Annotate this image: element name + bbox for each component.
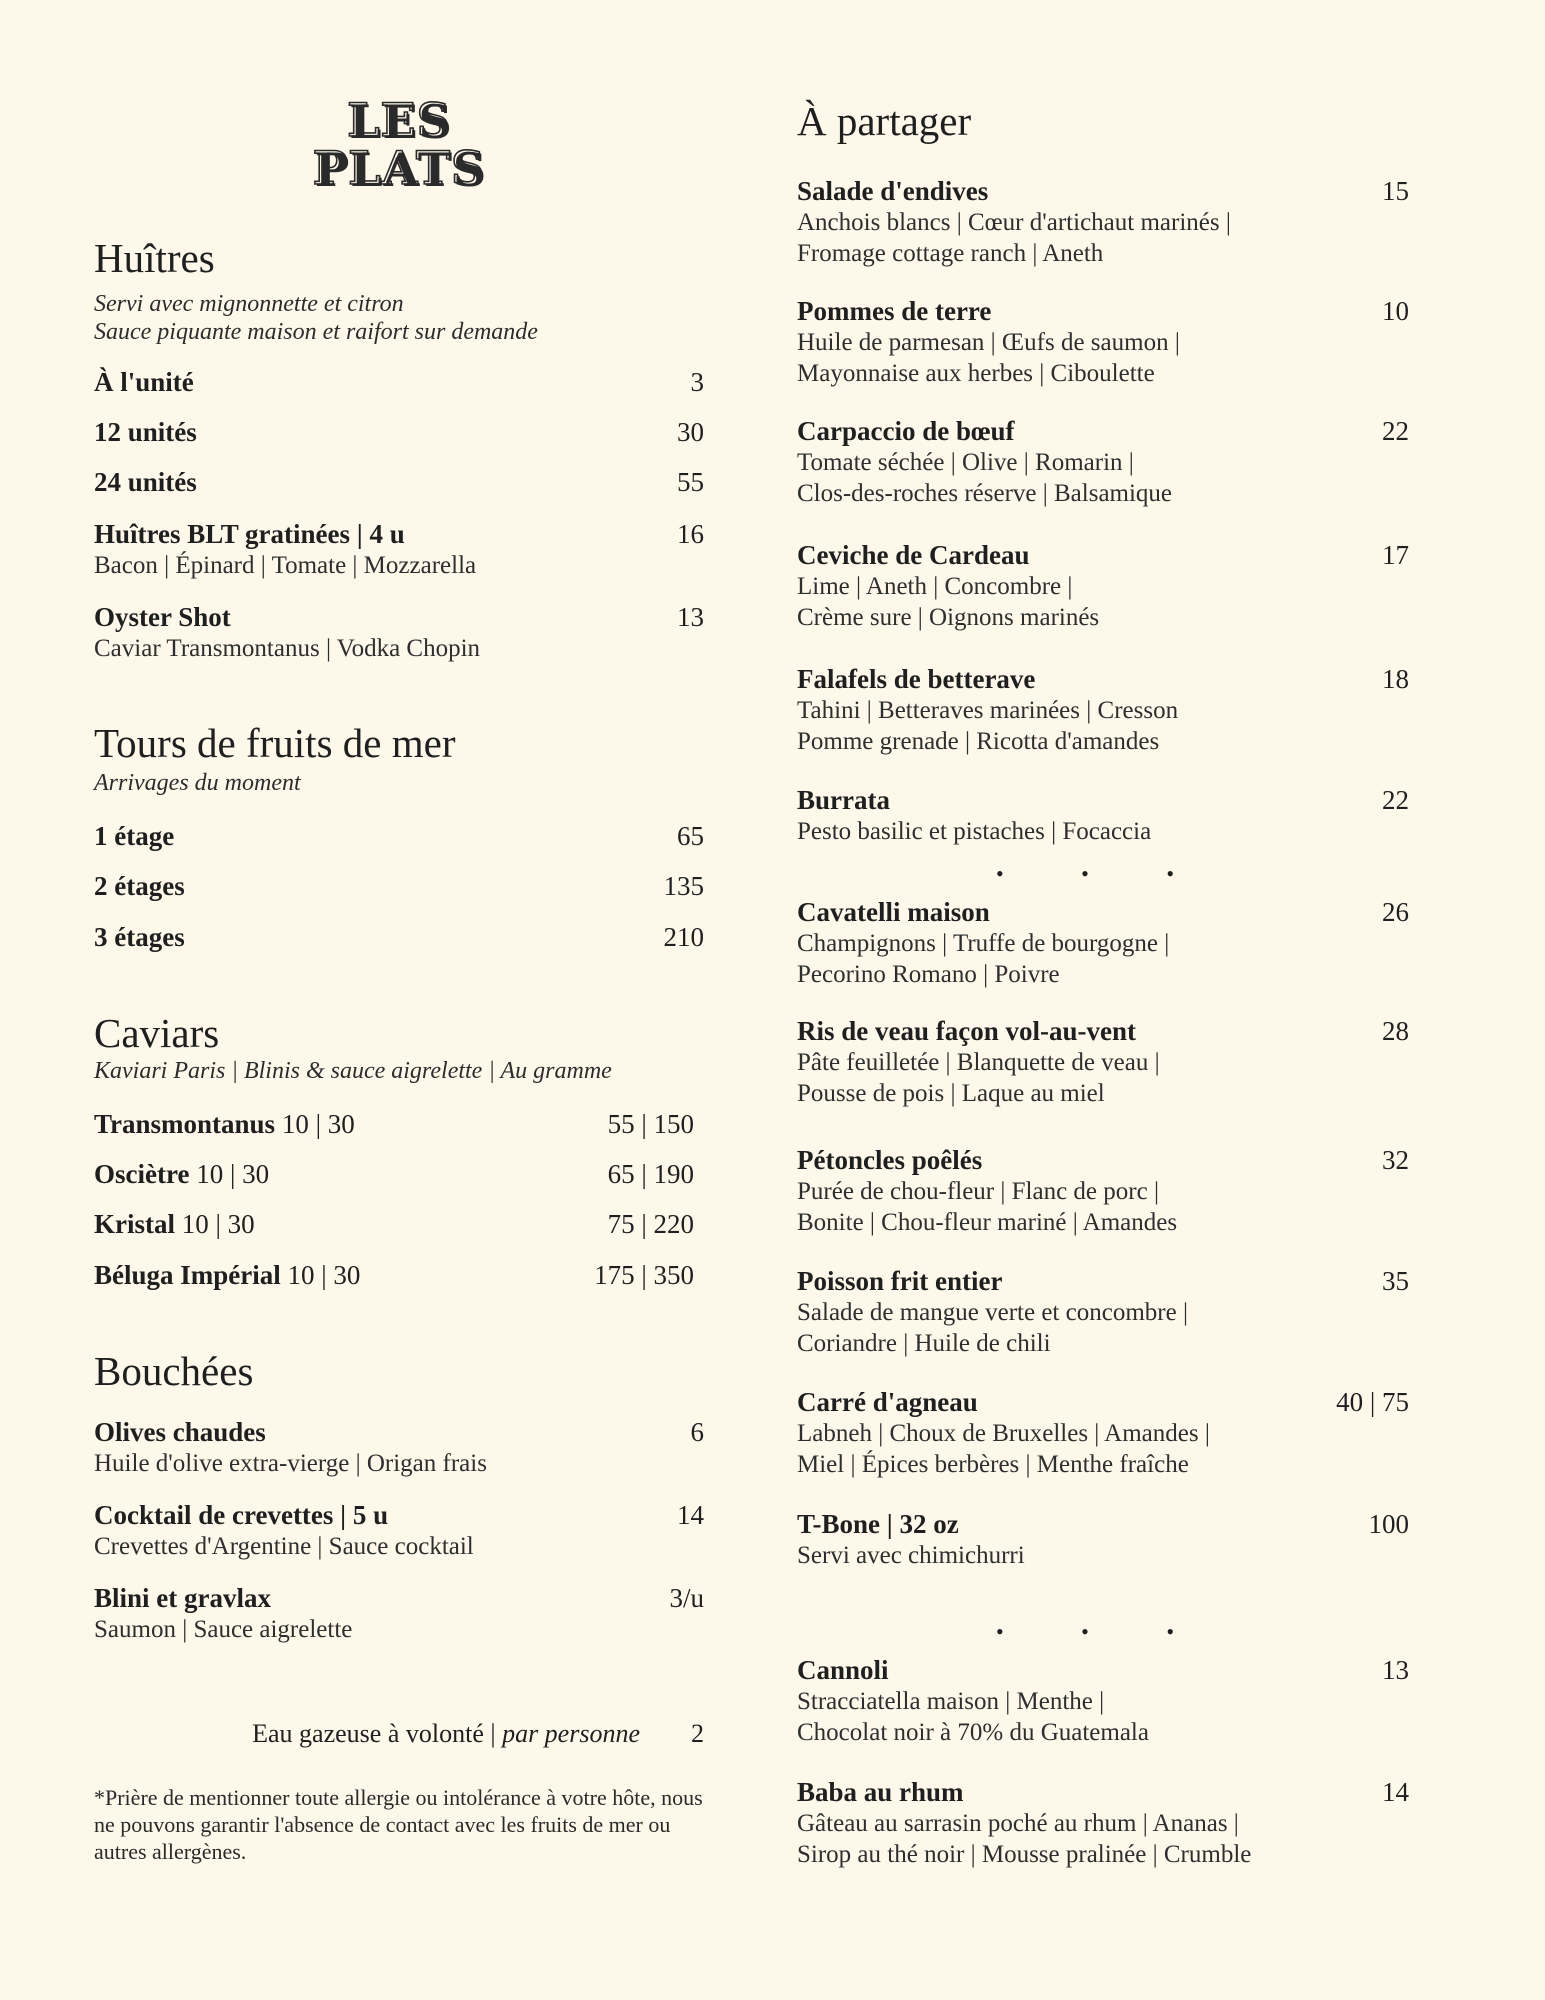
section-note: Sauce piquante maison et raifort sur demande (94, 319, 538, 345)
item-name: Burrata (797, 785, 890, 815)
item-name: Olives chaudes (94, 1417, 266, 1447)
item-name: Ris de veau façon vol-au-vent (797, 1016, 1136, 1046)
item-description: Chocolat noir à 70% du Guatemala (797, 1719, 1149, 1746)
item-description: Huile de parmesan | Œufs de saumon | (797, 329, 1180, 356)
caviar-grams: 10 | 30 (181, 1209, 255, 1239)
item-name: T-Bone | 32 oz (797, 1509, 959, 1539)
item-description: Bacon | Épinard | Tomate | Mozzarella (94, 552, 477, 579)
item-description: Stracciatella maison | Menthe | (797, 1688, 1105, 1715)
item-description: Salade de mangue verte et concombre | (797, 1299, 1188, 1326)
caviar-grams: 10 | 30 (196, 1159, 270, 1189)
menu-item (94, 366, 704, 398)
menu-item (797, 896, 1409, 990)
item-description: Lime | Aneth | Concombre | (797, 573, 1073, 600)
item-name: 2 étages (94, 871, 185, 901)
item-name: Blini et gravlax (94, 1583, 271, 1613)
caviar-name: Béluga Impérial (94, 1260, 281, 1290)
item-price: 55 (677, 467, 704, 497)
allergy-notice: *Prière de mentionner toute allergie ou intolérance à votre hôte, nous ne pouvons garantir l'absence de contact avec les fruits de mer ou autres allergènes. (94, 1785, 703, 1864)
caviar-grams: 10 | 30 (281, 1109, 355, 1139)
logo-line-1: LES (347, 93, 451, 147)
item-description: Mayonnaise aux herbes | Ciboulette (797, 360, 1155, 387)
menu-item (797, 1654, 1409, 1748)
item-name: Cavatelli maison (797, 897, 990, 927)
item-description: Anchois blancs | Cœur d'artichaut marinés | (797, 209, 1231, 236)
item-name: 12 unités (94, 417, 197, 447)
section-title-tours: Tours de fruits de mer (94, 720, 456, 766)
logo-line-2: PLATS (312, 141, 486, 195)
item-name: Cannoli (797, 1655, 889, 1685)
item-price: 14 (1382, 1777, 1409, 1807)
item-description: Crevettes d'Argentine | Sauce cocktail (94, 1533, 474, 1560)
caviar-name: Kristal (94, 1209, 175, 1239)
menu-item (797, 1776, 1409, 1870)
menu-item (94, 921, 704, 953)
item-description: Tomate séchée | Olive | Romarin | (797, 449, 1134, 476)
separator-dots: • • • (995, 1619, 1211, 1644)
item-price: 22 (1382, 785, 1409, 815)
menu-item (797, 415, 1409, 509)
item-price: 65 | 190 (607, 1159, 694, 1189)
item-price: 3 (690, 367, 704, 397)
item-description: Labneh | Choux de Bruxelles | Amandes | (797, 1420, 1210, 1447)
item-description: Pousse de pois | Laque au miel (797, 1080, 1105, 1107)
item-price: 15 (1382, 176, 1409, 206)
menu-item (94, 601, 704, 664)
item-price: 13 (1382, 1655, 1409, 1685)
item-price: 175 | 350 (594, 1260, 694, 1290)
item-price: 10 (1382, 296, 1409, 326)
item-price: 32 (1382, 1145, 1409, 1175)
item-name: Huîtres BLT gratinées | 4 u (94, 519, 405, 549)
caviar-name: Transmontanus (94, 1109, 276, 1139)
menu-item (94, 466, 704, 498)
item-name: Ceviche de Cardeau (797, 540, 1030, 570)
item-description: Saumon | Sauce aigrelette (94, 1616, 353, 1643)
menu-item (797, 1508, 1409, 1571)
item-price: 18 (1382, 664, 1409, 694)
item-price: 22 (1382, 416, 1409, 446)
item-description: Miel | Épices berbères | Menthe fraîche (797, 1451, 1189, 1478)
item-price: 100 (1368, 1509, 1409, 1539)
item-description: Bonite | Chou-fleur mariné | Amandes (797, 1209, 1178, 1236)
item-price: 16 (677, 519, 704, 549)
item-name: Oyster Shot (94, 602, 231, 632)
separator-dots: • • • (995, 861, 1211, 886)
menu-item (94, 1208, 704, 1240)
menu-item (797, 1015, 1409, 1109)
item-name: Baba au rhum (797, 1777, 964, 1807)
item-description: Pecorino Romano | Poivre (797, 961, 1060, 988)
item-price: 13 (677, 602, 704, 632)
item-description: Pâte feuilletée | Blanquette de veau | (797, 1049, 1160, 1076)
item-description: Pomme grenade | Ricotta d'amandes (797, 728, 1160, 755)
water-price: 2 (691, 1719, 704, 1748)
section-note: Servi avec mignonnette et citron (94, 291, 404, 317)
item-name: Salade d'endives (797, 176, 989, 206)
item-price: 30 (677, 417, 704, 447)
section-title-partager: À partager (797, 98, 972, 144)
water-label (252, 1719, 640, 1749)
item-price: 210 (663, 922, 704, 952)
item-price: 14 (677, 1500, 704, 1530)
item-description: Gâteau au sarrasin poché au rhum | Ananas | (797, 1810, 1239, 1837)
menu-item (94, 518, 704, 581)
item-description: Coriandre | Huile de chili (797, 1330, 1051, 1357)
menu-item (94, 1499, 704, 1562)
item-description: Purée de chou-fleur | Flanc de porc | (797, 1178, 1159, 1205)
item-price: 55 | 150 (607, 1109, 694, 1139)
menu-item (797, 784, 1409, 847)
menu-item (94, 1582, 704, 1645)
section-title-huitres: Huîtres (94, 235, 215, 281)
menu-item (797, 175, 1409, 269)
item-price: 40 | 75 (1336, 1387, 1409, 1417)
item-price: 6 (690, 1417, 704, 1447)
item-name: Pétoncles poêlés (797, 1145, 983, 1175)
item-description: Clos-des-roches réserve | Balsamique (797, 480, 1173, 507)
item-description: Caviar Transmontanus | Vodka Chopin (94, 635, 481, 662)
item-description: Servi avec chimichurri (797, 1542, 1025, 1569)
item-description: Champignons | Truffe de bourgogne | (797, 930, 1170, 957)
item-name: Pommes de terre (797, 296, 992, 326)
item-description: Fromage cottage ranch | Aneth (797, 240, 1104, 267)
item-name: 24 unités (94, 467, 197, 497)
item-description: Crème sure | Oignons marinés (797, 604, 1100, 631)
menu-item (94, 1158, 704, 1190)
menu-item (797, 295, 1409, 389)
item-name: Poisson frit entier (797, 1266, 1003, 1296)
menu-item (94, 820, 704, 852)
menu-item (797, 539, 1409, 633)
menu-item (94, 870, 704, 902)
menu-item (797, 1386, 1409, 1480)
caviar-name: Osciètre (94, 1159, 190, 1189)
item-price: 135 (663, 871, 704, 901)
item-description: Huile d'olive extra-vierge | Origan frais (94, 1450, 487, 1477)
item-price: 28 (1382, 1016, 1409, 1046)
item-price: 3/u (669, 1583, 704, 1613)
item-price: 35 (1382, 1266, 1409, 1296)
caviar-grams: 10 | 30 (287, 1260, 361, 1290)
section-note: Arrivages du moment (94, 770, 301, 796)
menu-item (94, 1108, 704, 1140)
section-note: Kaviari Paris | Blinis & sauce aigrelette | Au gramme (94, 1058, 612, 1084)
menu-item (797, 1265, 1409, 1359)
item-name: 1 étage (94, 821, 175, 851)
item-description: Sirop au thé noir | Mousse pralinée | Crumble (797, 1841, 1252, 1868)
item-name: Carpaccio de bœuf (797, 416, 1015, 446)
menu-item (797, 663, 1409, 757)
item-price: 17 (1382, 540, 1409, 570)
menu-logo (94, 93, 704, 195)
section-title-caviars: Caviars (94, 1010, 220, 1056)
item-name: Carré d'agneau (797, 1387, 978, 1417)
section-title-bouchees: Bouchées (94, 1348, 254, 1394)
water-label-italic: par personne (502, 1719, 640, 1748)
item-name: À l'unité (94, 367, 194, 397)
menu-item (797, 1144, 1409, 1238)
item-price: 26 (1382, 897, 1409, 927)
item-price: 75 | 220 (607, 1209, 694, 1239)
item-description: Pesto basilic et pistaches | Focaccia (797, 818, 1152, 845)
item-price: 65 (677, 821, 704, 851)
water-label-text: Eau gazeuse à volonté | (252, 1719, 503, 1748)
item-name: 3 étages (94, 922, 185, 952)
menu-item (94, 416, 704, 448)
menu-item (94, 1416, 704, 1479)
item-description: Tahini | Betteraves marinées | Cresson (797, 697, 1179, 724)
menu-item (94, 1259, 704, 1291)
item-name: Falafels de betterave (797, 664, 1036, 694)
item-name: Cocktail de crevettes | 5 u (94, 1500, 389, 1530)
